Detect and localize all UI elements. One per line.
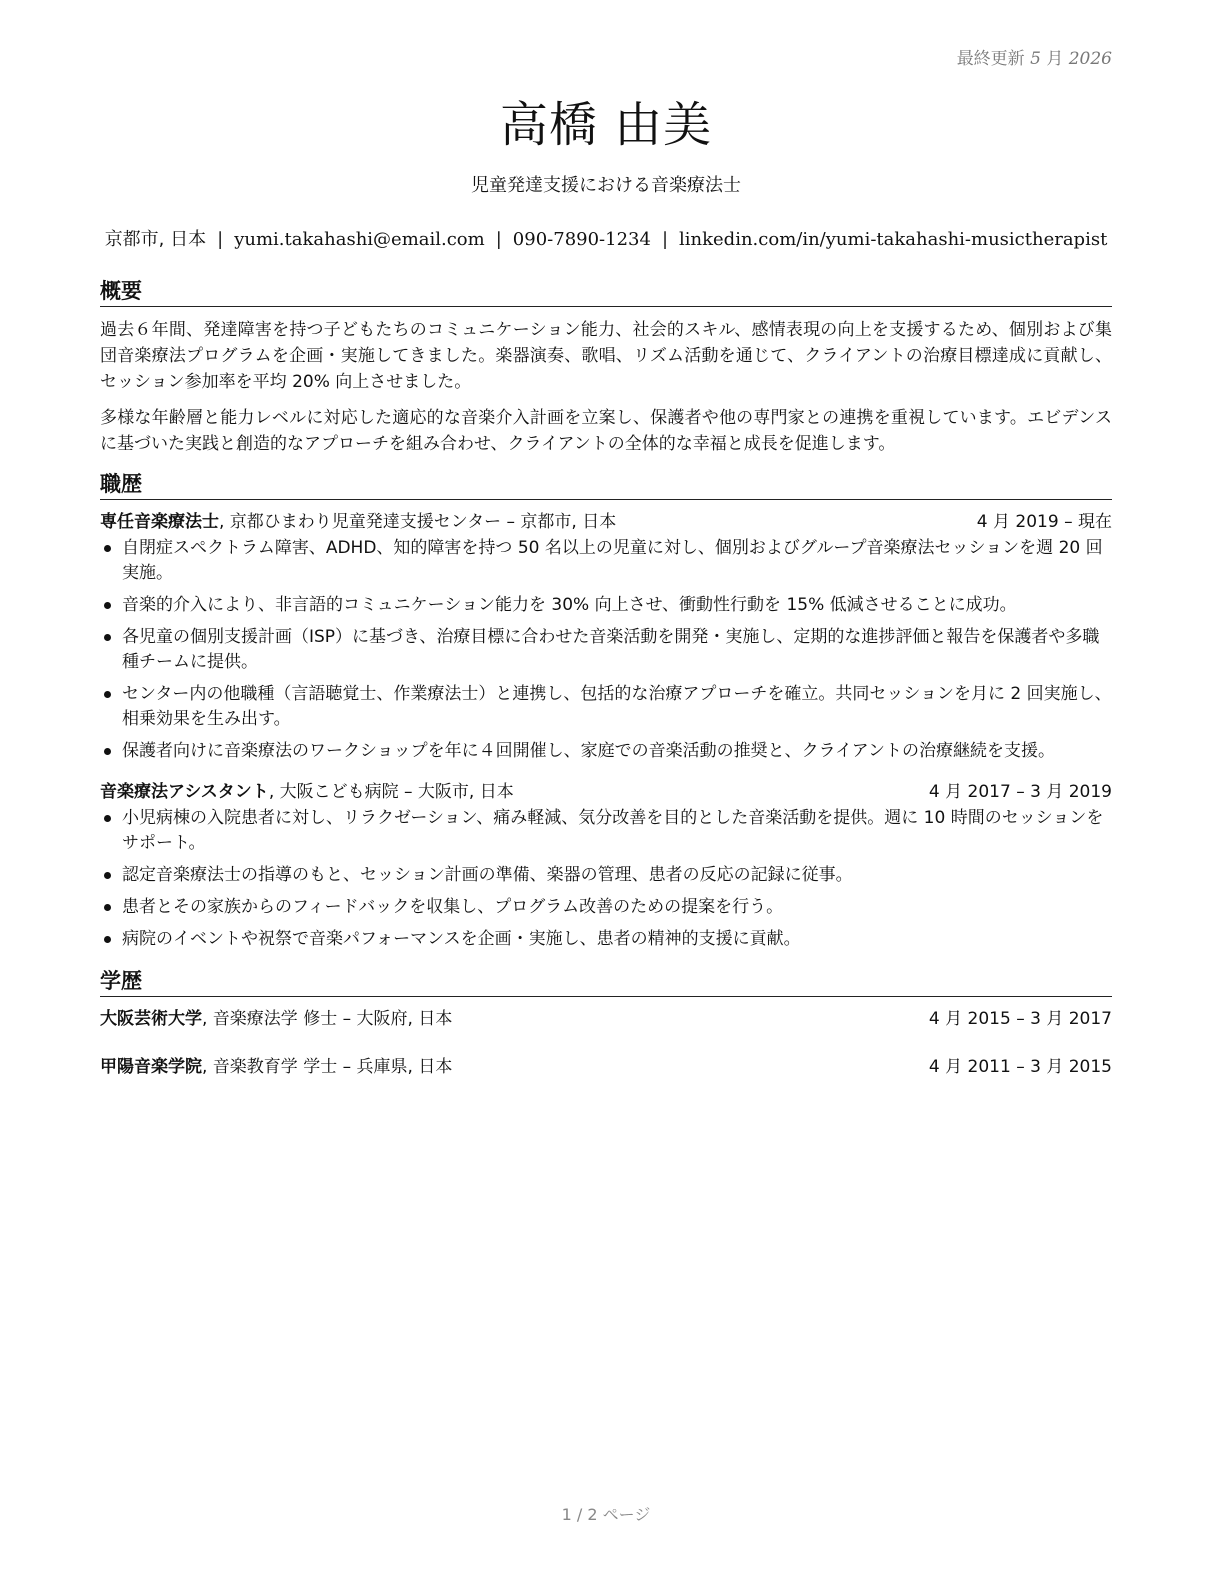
last-updated-month: 5 [1030,49,1041,69]
job-bullet [100,863,1112,888]
job-bullet [100,927,1112,952]
education-heading [100,1007,452,1031]
experience-section [100,471,1112,952]
job-bullet [100,739,1112,764]
education-dates: 4 月 2011 – 3 月 2015 [928,1057,1112,1077]
job-role: 専任音楽療法士 [100,512,219,532]
job-role: 音楽療法アシスタント [100,782,269,802]
contact-phone[interactable]: 090-7890-1234 [512,229,651,250]
page-number: 1 / 2 ページ [561,1505,651,1524]
contact-location: 京都市, 日本 [104,229,207,250]
education-school: 大阪芸術大学 [100,1009,202,1029]
section-title-education: 学歴 [100,968,1112,997]
section-title-experience: 職歴 [100,471,1112,500]
contact-separator: | [217,229,224,250]
job-bullet [100,593,1112,618]
summary-paragraph: 多様な年齢層と能力レベルに対応した適応的な音楽介入計画を立案し、保護者や他の専門家との連携を重視しています。エビデンスに基づいた実践と創造的なアプローチを組み合わせ、クライアントの全体的な幸福と成長を促進します。 [100,408,1112,454]
bullet-icon [104,872,111,879]
bullet-icon [104,602,111,609]
education-header [100,1007,1112,1031]
summary-section [100,278,1112,457]
bullet-icon [104,904,111,911]
job-bullet-text: 患者とその家族からのフィードバックを収集し、プログラム改善のための提案を行う。 [122,897,784,917]
job-bullet [100,625,1112,675]
last-updated-label: 最終更新 [956,49,1025,69]
education-school: 甲陽音楽学院 [100,1057,202,1077]
bullet-icon [104,936,111,943]
job-header [100,510,1112,534]
bullet-icon [104,748,111,755]
job-dates: 4 月 2019 – 現在 [976,512,1112,532]
bullet-icon [104,545,111,552]
bullet-icon [104,634,111,641]
candidate-headline: 児童発達支援における音楽療法士 [471,175,741,196]
job-heading [100,780,514,804]
candidate-name: 高橋 由美 [499,97,713,153]
education-header [100,1055,1112,1079]
education-entry [100,1055,1112,1079]
job-bullet-text: 音楽的介入により、非言語的コミュニケーション能力を 30% 向上させ、衝動性行動を 15% 低減させることに成功。 [122,595,1017,615]
job-org: , 京都ひまわり児童発達支援センター – 京都市, 日本 [219,512,617,532]
job-entry [100,510,1112,764]
job-org: , 大阪こども病院 – 大阪市, 日本 [268,782,514,802]
contact-line [100,225,1112,251]
job-bullet-list [100,536,1112,764]
job-heading [100,510,616,534]
contact-separator: | [495,229,502,250]
job-bullet [100,536,1112,586]
job-bullet-list [100,806,1112,952]
education-section [100,968,1112,1079]
job-bullet [100,895,1112,920]
education-entry [100,1007,1112,1031]
bullet-icon [104,691,111,698]
last-updated [957,44,1112,69]
job-bullet [100,806,1112,856]
job-bullet-text: 病院のイベントや祝祭で音楽パフォーマンスを企画・実施し、患者の精神的支援に貢献。 [122,929,801,949]
contact-email-link[interactable]: yumi.takahashi@email.com [234,229,485,250]
education-detail: , 音楽教育学 学士 – 兵庫県, 日本 [202,1057,453,1077]
last-updated-year: 2026 [1068,49,1112,69]
job-bullet-text: 自閉症スペクトラム障害、ADHD、知的障害を持つ 50 名以上の児童に対し、個別およびグループ音楽療法セッションを週 20 回実施。 [122,538,1103,583]
job-bullet-text: 各児童の個別支援計画（ISP）に基づき、治療目標に合わせた音楽活動を開発・実施し、定期的な進捗評価と報告を保護者や多職種チームに提供。 [122,627,1100,672]
job-entry [100,780,1112,952]
summary-paragraph: 過去６年間、発達障害を持つ子どもたちのコミュニケーション能力、社会的スキル、感情表現の向上を支援するため、個別および集団音楽療法プログラムを企画・実施してきました。楽器演奏、歌唱、リズム活動を通じて、クライアントの治療目標達成に貢献し、セッション参加率を平均 20% 向上させました。 [100,320,1112,392]
section-title-summary: 概要 [100,278,1112,307]
job-bullet-text: 小児病棟の入院患者に対し、リラクゼーション、痛み軽減、気分改善を目的とした音楽活動を提供。週に 10 時間のセッションをサポート。 [122,808,1104,853]
education-heading [100,1055,452,1079]
contact-linkedin-link[interactable]: linkedin.com/in/yumi-takahashi-musictherapist [679,229,1108,250]
last-updated-unit: 月 [1046,49,1064,69]
resume-page [100,0,1112,1584]
job-bullet-text: 保護者向けに音楽療法のワークショップを年に４回開催し、家庭での音楽活動の推奨と、クライアントの治療継続を支援。 [122,741,1055,761]
job-bullet-text: センター内の他職種（言語聴覚士、作業療法士）と連携し、包括的な治療アプローチを確立。共同セッションを月に 2 回実施し、相乗効果を生み出す。 [122,684,1112,729]
job-dates: 4 月 2017 – 3 月 2019 [928,782,1112,802]
job-bullet [100,682,1112,732]
job-header [100,780,1112,804]
resume-content [100,278,1112,1103]
contact-separator: | [661,229,669,250]
education-dates: 4 月 2015 – 3 月 2017 [928,1009,1112,1029]
job-bullet-text: 認定音楽療法士の指導のもと、セッション計画の準備、楽器の管理、患者の反応の記録に従事。 [122,865,853,885]
education-detail: , 音楽療法学 修士 – 大阪府, 日本 [202,1009,453,1029]
bullet-icon [104,815,111,822]
